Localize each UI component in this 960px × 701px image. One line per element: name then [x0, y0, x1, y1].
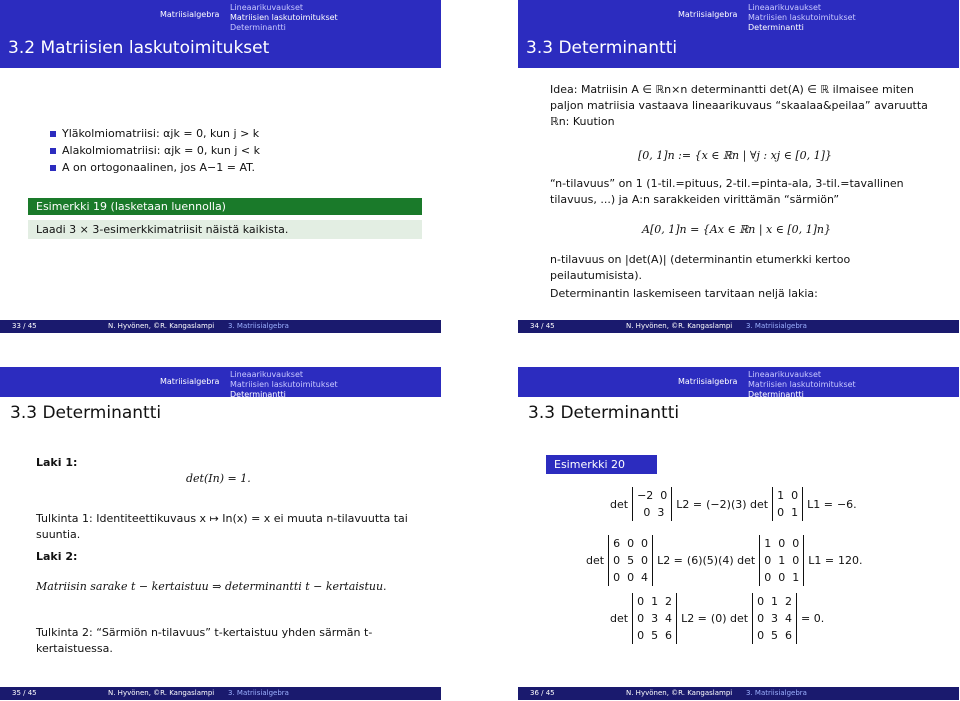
header-subsections — [748, 3, 856, 33]
slide-header — [0, 0, 441, 68]
slide-title: 3.2 Matriisien laskutoimitukset — [8, 38, 270, 58]
det-label: det — [610, 612, 629, 625]
example-title: Esimerkki 20 — [546, 455, 657, 474]
header-sub-3[interactable]: Determinantti — [230, 23, 286, 32]
header-sub-3[interactable]: Determinantti — [748, 23, 804, 32]
header-subsections — [230, 370, 338, 400]
factor-expression: (−2)(3) det — [706, 497, 769, 511]
header-subsections — [230, 3, 338, 33]
matrix: 1 0 0 0 1 0 0 0 1 — [759, 535, 804, 586]
parallelepiped-formula: A[0, 1]n = {Ax ∈ ℝn | x ∈ [0, 1]n} — [642, 223, 832, 236]
matrix: 6 0 0 0 5 0 0 0 4 — [608, 535, 653, 586]
header-sub-1[interactable]: Lineaarikuvaukset — [230, 370, 304, 379]
header-section[interactable]: Matriisialgebra — [160, 10, 220, 19]
slide-footer — [0, 687, 441, 700]
footer-chapter[interactable]: 3. Matriisialgebra — [746, 689, 807, 697]
footer-authors: N. Hyvönen, ©R. Kangaslampi — [108, 689, 215, 697]
example-body: Laadi 3 × 3-esimerkkimatriisit näistä kaikista. — [28, 220, 422, 239]
example-row-2 — [586, 535, 863, 586]
slide-title: 3.3 Determinantti — [528, 403, 680, 423]
example-title: Esimerkki 19 (lasketaan luennolla) — [28, 198, 422, 215]
header-sub-2[interactable]: Matriisien laskutoimitukset — [748, 380, 856, 389]
example-row-3 — [610, 593, 824, 644]
slide-34 — [518, 0, 959, 333]
laws-intro: Determinantin laskemiseen tarvitaan neljä lakia: — [550, 287, 818, 300]
slide-header — [518, 367, 959, 435]
header-sub-3[interactable]: Determinantti — [748, 390, 804, 399]
footer-chapter[interactable]: 3. Matriisialgebra — [746, 322, 807, 330]
slide-header — [0, 367, 441, 435]
equals-l2: L2 = — [657, 554, 683, 567]
volume-statement: n-tilavuus on |det(A)| (determinantin etumerkki kertoo peilautumisista). — [550, 253, 851, 282]
slide-35 — [0, 367, 441, 700]
header-section[interactable]: Matriisialgebra — [160, 377, 220, 386]
matrix: 0 1 2 0 3 4 0 5 6 — [752, 593, 797, 644]
footer-authors: N. Hyvönen, ©R. Kangaslampi — [626, 689, 733, 697]
footer-chapter[interactable]: 3. Matriisialgebra — [228, 689, 289, 697]
header-bar — [0, 367, 441, 397]
header-bar — [518, 367, 959, 397]
header-sub-1[interactable]: Lineaarikuvaukset — [748, 3, 822, 12]
footer-authors: N. Hyvönen, ©R. Kangaslampi — [108, 322, 215, 330]
bullet-list — [48, 125, 428, 176]
header-sub-3[interactable]: Determinantti — [230, 390, 286, 399]
slide-33 — [0, 0, 441, 333]
footer-authors: N. Hyvönen, ©R. Kangaslampi — [626, 322, 733, 330]
interpretation1: Tulkinta 1: Identiteettikuvaus x ↦ In(x) = x ei muuta n-tilavuutta tai suuntia. — [36, 512, 408, 541]
header-subsections — [748, 370, 856, 400]
interpretation2: Tulkinta 2: “Särmiön n-tilavuus” t-kertaistuu yhden särmän t-kertaistuessa. — [36, 626, 373, 655]
det-label: det — [586, 554, 605, 567]
header-sub-2[interactable]: Matriisien laskutoimitukset — [230, 380, 338, 389]
factor-expression: (0) det — [710, 612, 749, 625]
page-number: 35 / 45 — [12, 689, 37, 697]
slide-header — [518, 0, 959, 68]
result: 120. — [838, 554, 863, 567]
header-section[interactable]: Matriisialgebra — [678, 10, 738, 19]
result: −6. — [836, 497, 857, 511]
bullet-item: Alakolmiomatriisi: αjk = 0, kun j < k — [48, 142, 428, 159]
slide-footer — [518, 320, 959, 333]
factor-expression: (6)(5)(4) det — [686, 554, 756, 567]
header-sub-2[interactable]: Matriisien laskutoimitukset — [230, 13, 338, 22]
equals-l2: L2 = — [676, 497, 703, 511]
matrix: −2 0 0 3 — [632, 487, 672, 521]
matrix: 1 0 0 1 — [772, 487, 803, 521]
equals-l1: L1 = — [807, 497, 833, 511]
header-section[interactable]: Matriisialgebra — [678, 377, 738, 386]
law2-formula: Matriisin sarake t − kertaistuu ⇒ determinantti t − kertaistuu. — [36, 580, 387, 593]
law1-formula: det(In) = 1. — [186, 472, 251, 485]
header-sub-1[interactable]: Lineaarikuvaukset — [230, 3, 304, 12]
slide-footer — [0, 320, 441, 333]
equals-l2: L2 = — [681, 612, 707, 625]
result: = 0. — [801, 612, 825, 625]
footer-chapter[interactable]: 3. Matriisialgebra — [228, 322, 289, 330]
page-number: 36 / 45 — [530, 689, 555, 697]
law2-label: Laki 2: — [36, 550, 78, 563]
header-sub-1[interactable]: Lineaarikuvaukset — [748, 370, 822, 379]
volume-paragraph: “n-tilavuus” on 1 (1-til.=pituus, 2-til.=pinta-ala, 3-til.=tavallinen tilavuus, ...) ja A:n sarakkeiden virittämän “särmiön” — [550, 177, 904, 206]
page-number: 34 / 45 — [530, 322, 555, 330]
example-row-1 — [610, 487, 857, 521]
matrix: 0 1 2 0 3 4 0 5 6 — [632, 593, 677, 644]
law1-label: Laki 1: — [36, 456, 78, 469]
idea-paragraph: Idea: Matriisin A ∈ ℝn×n determinantti det(A) ∈ ℝ ilmaisee miten paljon matriisia vastaava lineaarikuvaus “skaalaa&peilaa” avaruutta ℝn: Kuution — [550, 83, 928, 128]
page-number: 33 / 45 — [12, 322, 37, 330]
cube-formula: [0, 1]n := {x ∈ ℝn | ∀j : xj ∈ [0, 1]} — [638, 149, 832, 162]
det-label: det — [610, 497, 629, 511]
slide-title: 3.3 Determinantti — [10, 403, 162, 423]
equals-l1: L1 = — [808, 554, 835, 567]
header-sub-2[interactable]: Matriisien laskutoimitukset — [748, 13, 856, 22]
slide-36 — [518, 367, 959, 700]
bullet-item: A on ortogonaalinen, jos A−1 = AT. — [48, 159, 428, 176]
slide-footer — [518, 687, 959, 700]
bullet-item: Yläkolmiomatriisi: αjk = 0, kun j > k — [48, 125, 428, 142]
slide-title: 3.3 Determinantti — [526, 38, 678, 58]
